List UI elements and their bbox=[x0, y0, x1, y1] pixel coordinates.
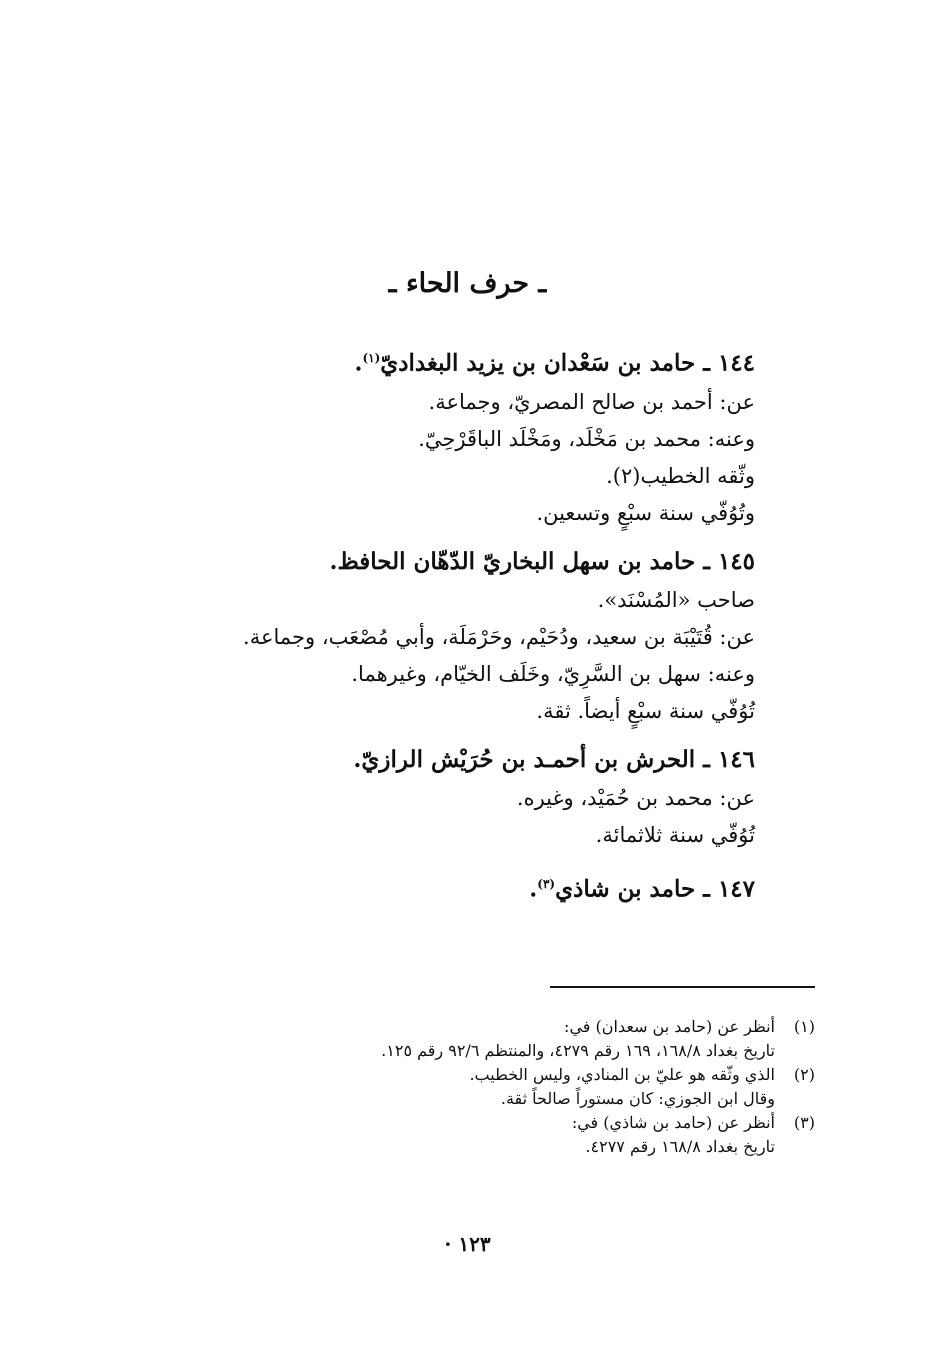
entry-heading-text: ١٤٤ ـ حامد بن سَعْدان بن يزيد البغداديّ bbox=[380, 349, 755, 377]
entry-heading bbox=[115, 864, 755, 910]
footnote-ref: (٣) bbox=[537, 876, 556, 891]
entry-line: صاحب «المُسْنَد». bbox=[597, 587, 755, 612]
footnote-line: الذي وثّقه هو عليّ بن المنادي، وليس الخطيب. bbox=[469, 1065, 775, 1084]
entry-heading-end: . bbox=[354, 349, 363, 377]
footnote-2 bbox=[175, 1063, 815, 1111]
entry-line: وتُوُفّي سنة سبْعٍ وتسعين. bbox=[536, 500, 755, 525]
footnote-line: تاريخ بغداد ١٦٨/٨ رقم ٤٢٧٧. bbox=[585, 1137, 775, 1156]
entry-line: عن: أحمد بن صالح المصريّ، وجماعة. bbox=[428, 389, 755, 414]
footnote-divider bbox=[550, 986, 815, 988]
footnote-number: (٣) bbox=[793, 1113, 815, 1132]
chapter-title: ـ حرف الحاء ـ bbox=[388, 268, 547, 299]
footnote-3 bbox=[175, 1111, 815, 1159]
entry-line: عن: محمد بن حُمَيْد، وغيره. bbox=[516, 785, 755, 810]
entry-line: تُوُفّي سنة ثلاثمائة. bbox=[595, 822, 755, 847]
entry-147 bbox=[115, 864, 755, 910]
entry-line: عن: قُتَيْبَة بن سعيد، ودُحَيْم، وحَرْمَلَة، وأبي مُصْعَب، وجماعة. bbox=[243, 624, 755, 649]
footnote-line: تاريخ بغداد ١٦٨/٨، ١٦٩ رقم ٤٢٧٩، والمنتظم ٩٢/٦ رقم ١٢٥. bbox=[381, 1041, 775, 1060]
entry-heading: ١٤٥ ـ حامد بن سهل البخاريّ الدّهّان الحافظ. bbox=[329, 547, 755, 575]
footnote-number: (٢) bbox=[793, 1065, 815, 1084]
footnote-1 bbox=[175, 1015, 815, 1063]
footnote-line: وقال ابن الجوزي: كان مستوراً صالحاً ثقة. bbox=[500, 1089, 775, 1108]
entry-heading-end: . bbox=[529, 875, 538, 903]
entry-line: وعنه: محمد بن مَخْلَد، ومَخْلَد الباقَرْحِيّ. bbox=[418, 426, 755, 451]
entry-145 bbox=[115, 542, 755, 730]
footnote-line: أنظر عن (حامد بن شاذي) في: bbox=[571, 1113, 775, 1132]
footnote-text bbox=[175, 1015, 775, 1063]
footnote-ref: (١) bbox=[362, 351, 381, 365]
footnote-number: (١) bbox=[793, 1017, 815, 1036]
footnote-text bbox=[175, 1063, 775, 1111]
footnote-line: أنظر عن (حامد بن سعدان) في: bbox=[564, 1017, 775, 1036]
footnote-text bbox=[175, 1111, 775, 1159]
entry-144 bbox=[115, 338, 755, 532]
entry-heading: ١٤٦ ـ الحرش بن أحمـد بن حُرَيْش الرازيّ. bbox=[353, 745, 755, 773]
entry-heading-text: ١٤٧ ـ حامد بن شاذي bbox=[555, 875, 755, 903]
entry-line: تُوُفّي سنة سبْعٍ أيضاً. ثقة. bbox=[536, 698, 755, 723]
entry-146 bbox=[115, 740, 755, 854]
footnotes-block bbox=[175, 1015, 815, 1159]
page-number: ١٢٣ · bbox=[444, 1232, 491, 1256]
entries-block bbox=[115, 338, 755, 919]
entry-line: وثّقه الخطيب(٢). bbox=[606, 463, 755, 488]
entry-line: وعنه: سهل بن السَّرِيّ، وخَلَف الخيّام، وغيرهما. bbox=[351, 661, 755, 686]
entry-heading bbox=[115, 338, 755, 384]
